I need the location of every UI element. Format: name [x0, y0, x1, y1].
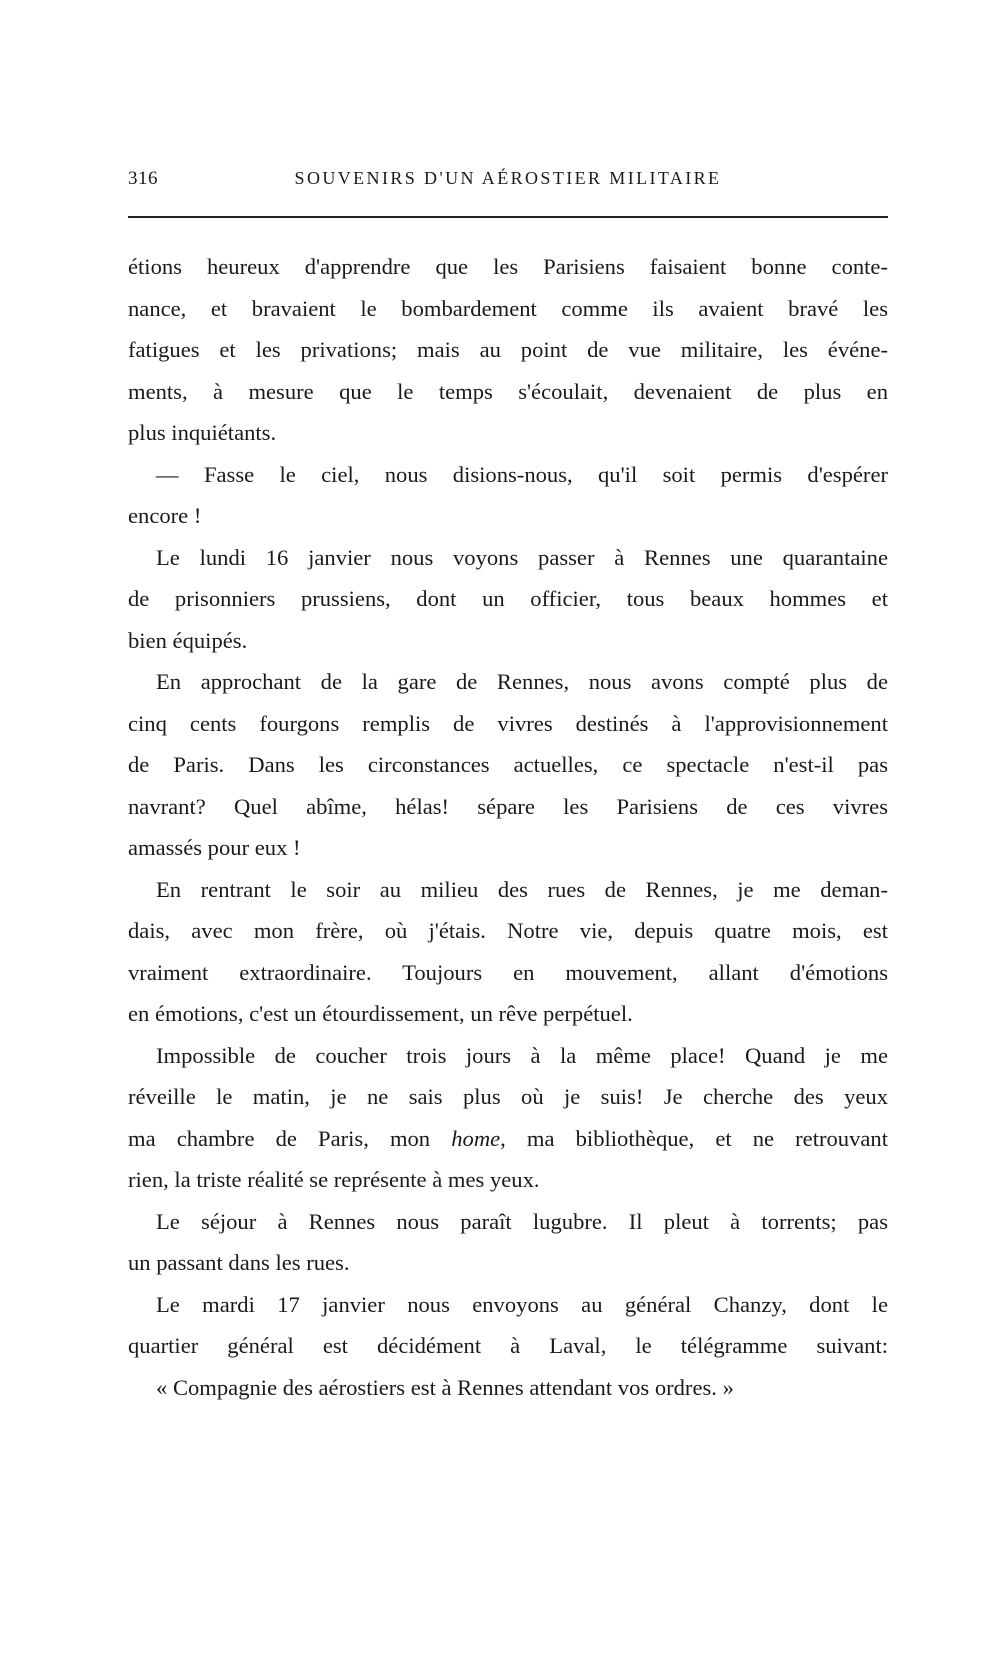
text-line: amassés pour eux ! [128, 835, 301, 860]
text-line: un passant dans les rues. [128, 1250, 350, 1275]
header-rule [128, 216, 888, 218]
text-line: ments, à mesure que le temps s'écoulait, devenaient de plus en [128, 378, 888, 404]
text-line: cinq cents fourgons remplis de vivres destinés à l'approvisionnement [128, 710, 888, 736]
italic-word: home [451, 1125, 501, 1151]
page-number: 316 [128, 168, 158, 189]
text-line: vraiment extraordinaire. Toujours en mouvement, allant d'émotions [128, 959, 888, 985]
text-line: Le séjour à Rennes nous paraît lugubre. Il pleut à torrents; pas [156, 1208, 888, 1234]
text-line: encore ! [128, 503, 202, 528]
text-line: dais, avec mon frère, où j'étais. Notre vie, depuis quatre mois, est [128, 918, 888, 943]
text-line: plus inquiétants. [128, 420, 277, 445]
text-line: Le lundi 16 janvier nous voyons passer à Rennes une quarantaine [156, 544, 888, 570]
text-line: réveille le matin, je ne sais plus où je suis! Je cherche des yeux [128, 1084, 888, 1109]
body-text [128, 246, 888, 1408]
text-line: quartier général est décidément à Laval, le télégramme suivant: [128, 1333, 888, 1358]
text-line: Le mardi 17 janvier nous envoyons au général Chanzy, dont le [156, 1291, 888, 1317]
text-line: étions heureux d'apprendre que les Parisiens faisaient bonne conte- [128, 254, 888, 279]
text-line: — Fasse le ciel, nous disions-nous, qu'il soit permis d'espérer [156, 461, 888, 487]
text-line: En rentrant le soir au milieu des rues de Rennes, je me deman- [156, 876, 888, 902]
text-line: de prisonniers prussiens, dont un officier, tous beaux hommes et [128, 586, 888, 611]
text-line [128, 1118, 888, 1160]
text-line: nance, et bravaient le bombardement comme ils avaient bravé les [128, 295, 888, 321]
text-line-part: , ma bibliothèque, et ne retrouvant [500, 1125, 888, 1151]
running-head [128, 168, 888, 198]
text-line: en émotions, c'est un étourdissement, un rêve perpétuel. [128, 1001, 633, 1026]
text-line: Impossible de coucher trois jours à la même place! Quand je me [156, 1042, 888, 1068]
running-title: SOUVENIRS D'UN AÉROSTIER MILITAIRE [294, 168, 722, 188]
text-line: rien, la triste réalité se représente à mes yeux. [128, 1167, 540, 1192]
text-line: En approchant de la gare de Rennes, nous avons compté plus de [156, 669, 888, 694]
text-line: bien équipés. [128, 627, 248, 653]
text-line: « Compagnie des aérostiers est à Rennes attendant vos ordres. » [156, 1374, 734, 1400]
text-line: fatigues et les privations; mais au point de vue militaire, les événe- [128, 337, 888, 362]
text-line-part: ma chambre de Paris, mon [128, 1125, 452, 1151]
text-line: navrant? Quel abîme, hélas! sépare les Parisiens de ces vivres [128, 793, 888, 819]
text-line: de Paris. Dans les circonstances actuelles, ce spectacle n'est-il pas [128, 752, 888, 777]
